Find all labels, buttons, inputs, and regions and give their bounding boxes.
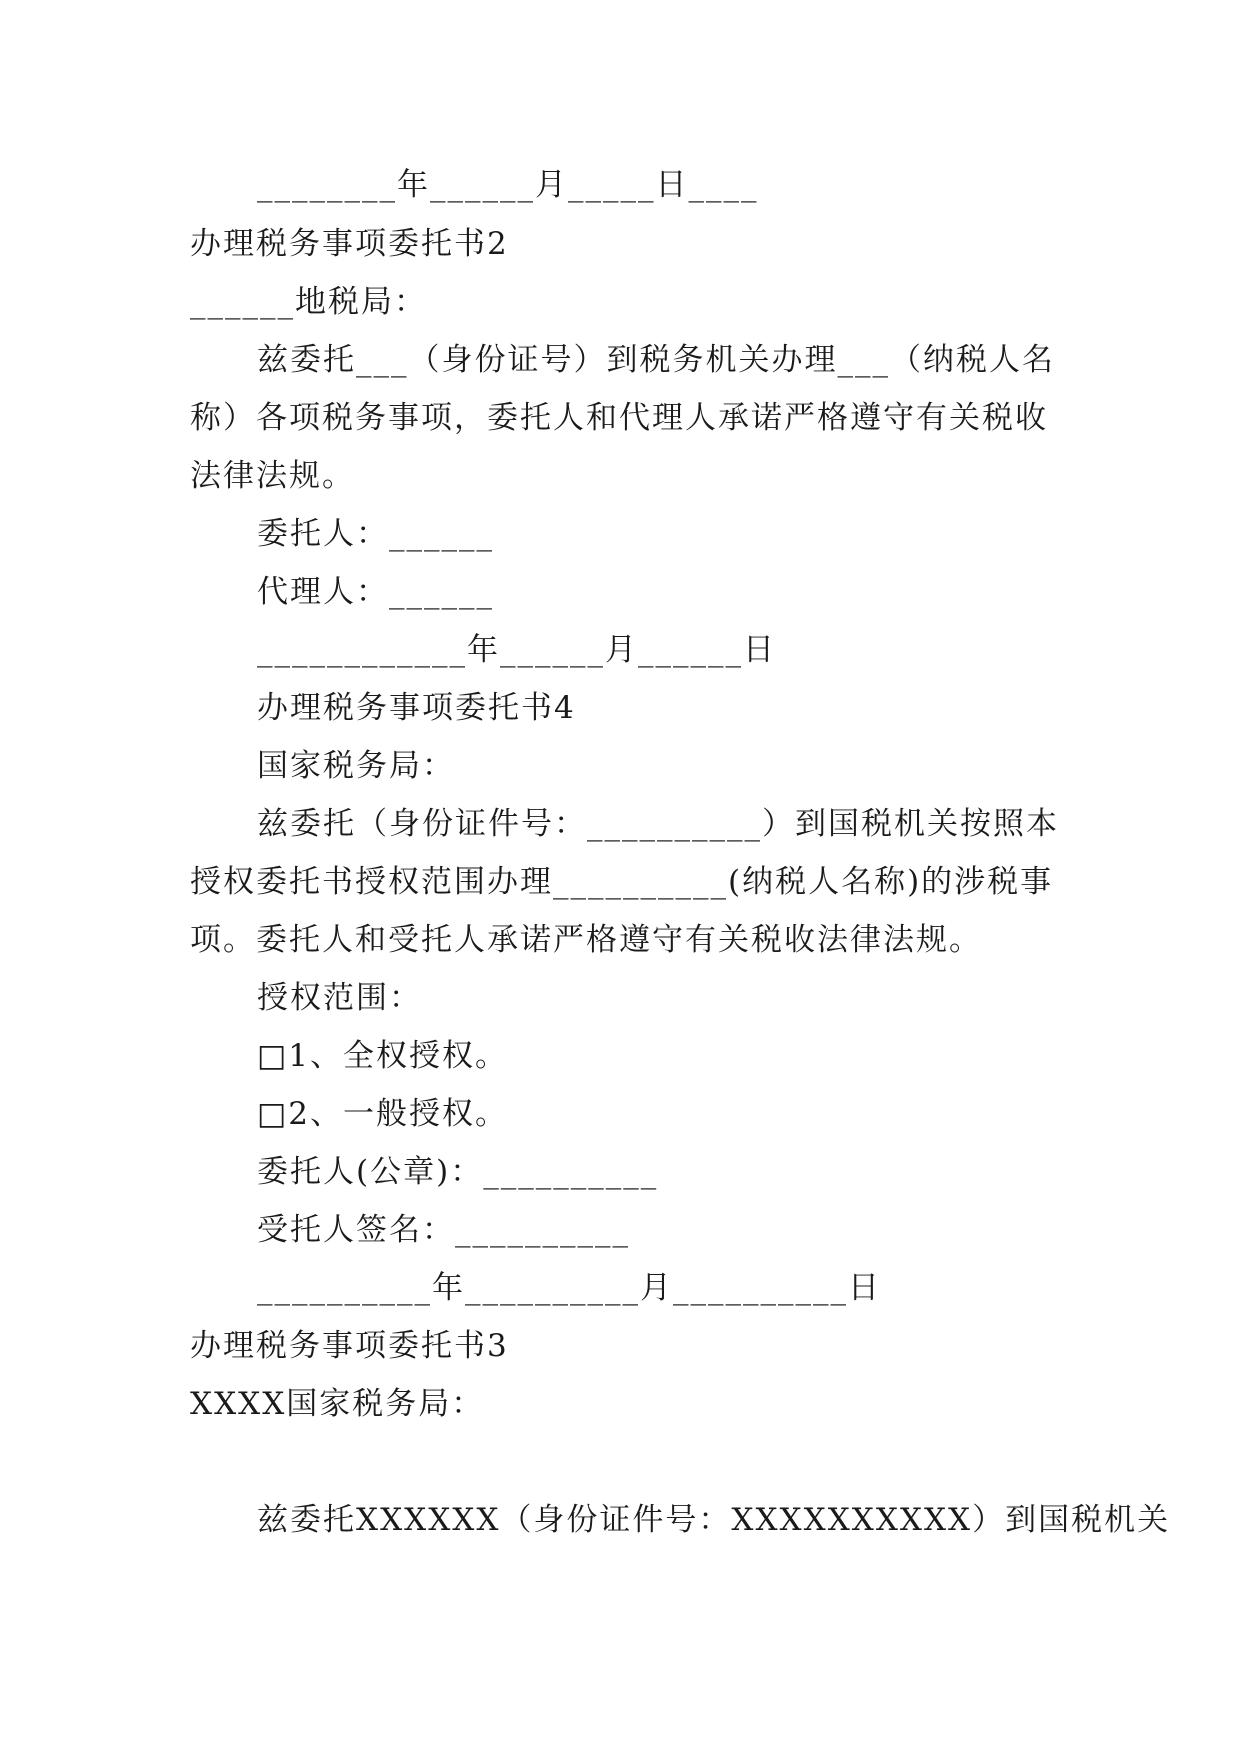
paragraph-line: 兹委托XXXXXX（身份证件号：XXXXXXXXXX）到国税机关 <box>257 1502 1171 1538</box>
scope-option-full: □1、全权授权。 <box>257 1038 509 1074</box>
section-title-4: 办理税务事项委托书4 <box>257 690 576 726</box>
section-title-3: 办理税务事项委托书3 <box>190 1328 509 1364</box>
paragraph-line: 法律法规。 <box>190 458 355 494</box>
date-line: ____________年______月______日 <box>257 632 776 668</box>
trustee-signature-line: 受托人签名：__________ <box>257 1212 630 1248</box>
agent-line: 代理人：______ <box>257 574 494 610</box>
addressee: XXXX国家税务局： <box>190 1386 485 1422</box>
scope-option-general: □2、一般授权。 <box>257 1096 509 1132</box>
paragraph-line: 兹委托（身份证件号：__________）到国税机关按照本 <box>257 806 1059 842</box>
addressee: ______地税局： <box>190 284 427 320</box>
principal-line: 委托人：______ <box>257 516 494 552</box>
principal-seal-line: 委托人(公章)：__________ <box>257 1154 659 1190</box>
paragraph-line: 兹委托___（身份证号）到税务机关办理___（纳税人名 <box>257 342 1055 378</box>
addressee: 国家税务局： <box>257 748 455 784</box>
paragraph-line: 称）各项税务事项，委托人和代理人承诺严格遵守有关税收 <box>190 400 1048 436</box>
date-line: ________年______月_____日____ <box>257 167 759 203</box>
section-title-2: 办理税务事项委托书2 <box>190 226 509 262</box>
date-line: __________年__________月__________日 <box>257 1270 881 1306</box>
scope-label: 授权范围： <box>257 980 422 1016</box>
paragraph-line: 项。委托人和受托人承诺严格遵守有关税收法律法规。 <box>190 922 982 958</box>
paragraph-line: 授权委托书授权范围办理__________(纳税人名称)的涉税事 <box>190 864 1054 900</box>
